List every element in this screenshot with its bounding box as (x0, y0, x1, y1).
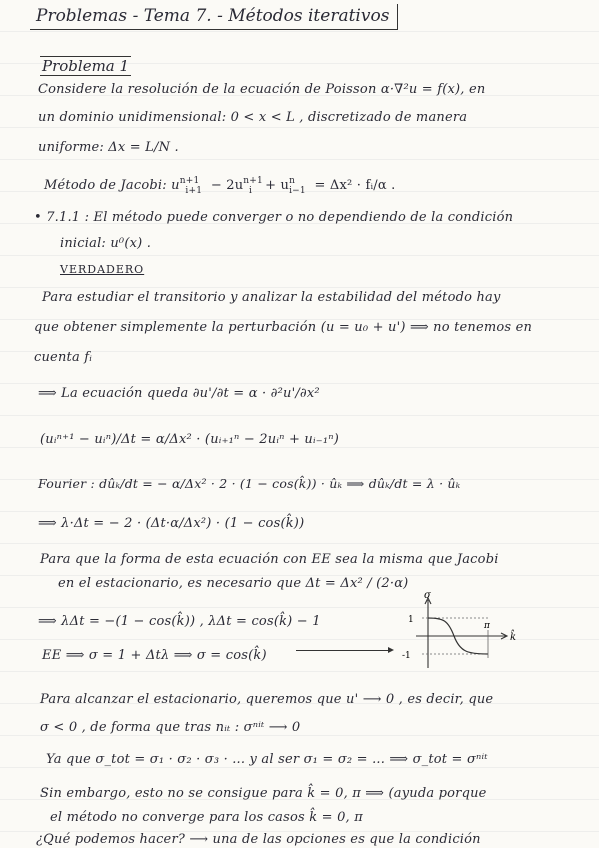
text-line-19: σ < 0 , de forma que tras nᵢₜ : σⁿⁱᵗ ⟶ 0 (40, 720, 301, 735)
text-line-23: ¿Qué podemos hacer? ⟶ una de las opciones es que la condición (36, 832, 481, 847)
text-line-20: Ya que σ_tot = σ₁ · σ₂ · σ₃ · ... y al ser σ₁ = σ₂ = ... ⟹ σ_tot = σⁿⁱᵗ (46, 752, 488, 767)
equation-lambda-dt: ⟹ λΔt = −(1 − cos(k̂)) , λΔt = cos(k̂) − 1 (38, 614, 321, 629)
text-line-22: el método no converge para los casos k̂ = 0, π (50, 810, 363, 825)
text-line-8: que obtener simplemente la perturbación (u = u₀ + u') ⟹ no tenemos en (34, 320, 533, 335)
graph-tick-bottom: -1 (402, 651, 411, 661)
graph-xlabel: k̂ (510, 632, 517, 643)
statement-7-1-1: • 7.1.1 : El método puede converger o no dependiendo de la condición (34, 210, 514, 225)
page-title: Problemas - Tema 7. - Métodos iterativos (30, 4, 398, 30)
text-line-1: Considere la resolución de la ecuación de Poisson α·∇²u = f(x), en (38, 82, 486, 97)
equation-pde: ⟹ La ecuación queda ∂u'/∂t = α · ∂²u'/∂x² (38, 386, 320, 401)
initial-condition-line: inicial: u⁰(x) . (60, 236, 152, 251)
answer-verdadero: VERDADERO (60, 263, 145, 276)
graph-tick-top: 1 (408, 615, 414, 625)
text-line-2: un dominio unidimensional: 0 < x < L , discretizado de manera (38, 110, 468, 125)
text-line-14: Para que la forma de esta ecuación con EE sea la misma que Jacobi (40, 552, 499, 567)
arrow-to-graph (296, 650, 392, 651)
text-line-21: Sin embargo, esto no se consigue para k̂ = 0, π ⟹ (ayuda porque (40, 786, 487, 801)
text-line-9: cuenta fᵢ (34, 350, 93, 365)
problem-title: Problema 1 (42, 57, 130, 75)
jacobi-method-line: Método de Jacobi: $u^{n+1}_{i+1} - 2u^{n+1}_i + u^n_{i-1} = \Delta x^2$ · fᵢ/α . (44, 176, 396, 196)
equation-fourier: Fourier : dûₖ/dt = − α/Δx² · 2 · (1 − cos(k̂)) · ûₖ ⟹ dûₖ/dt = λ · ûₖ (38, 476, 461, 491)
text-line-3: uniforme: Δx = L/N . (38, 140, 179, 155)
graph-ylabel: σ (424, 592, 431, 601)
text-line-15: en el estacionario, es necesario que Δt = Δx² / (2·α) (58, 576, 409, 591)
equation-ee: EE ⟹ σ = 1 + Δtλ ⟹ σ = cos(k̂) (42, 648, 267, 663)
equation-lambda: ⟹ λ·Δt = − 2 · (Δt·α/Δx²) · (1 − cos(k̂)) (38, 516, 305, 531)
stability-graph (398, 592, 538, 672)
jacobi-label: Método de Jacobi: u (44, 178, 180, 193)
equation-discrete: (uᵢⁿ⁺¹ − uᵢⁿ)/Δt = α/Δx² · (uᵢ₊₁ⁿ − 2uᵢⁿ + uᵢ₋₁ⁿ) (40, 432, 339, 447)
graph-tick-pi: π (484, 621, 490, 631)
text-line-18: Para alcanzar el estacionario, queremos que u' ⟶ 0 , es decir, que (40, 692, 494, 707)
text-line-7: Para estudiar el transitorio y analizar la estabilidad del método hay (42, 290, 501, 305)
